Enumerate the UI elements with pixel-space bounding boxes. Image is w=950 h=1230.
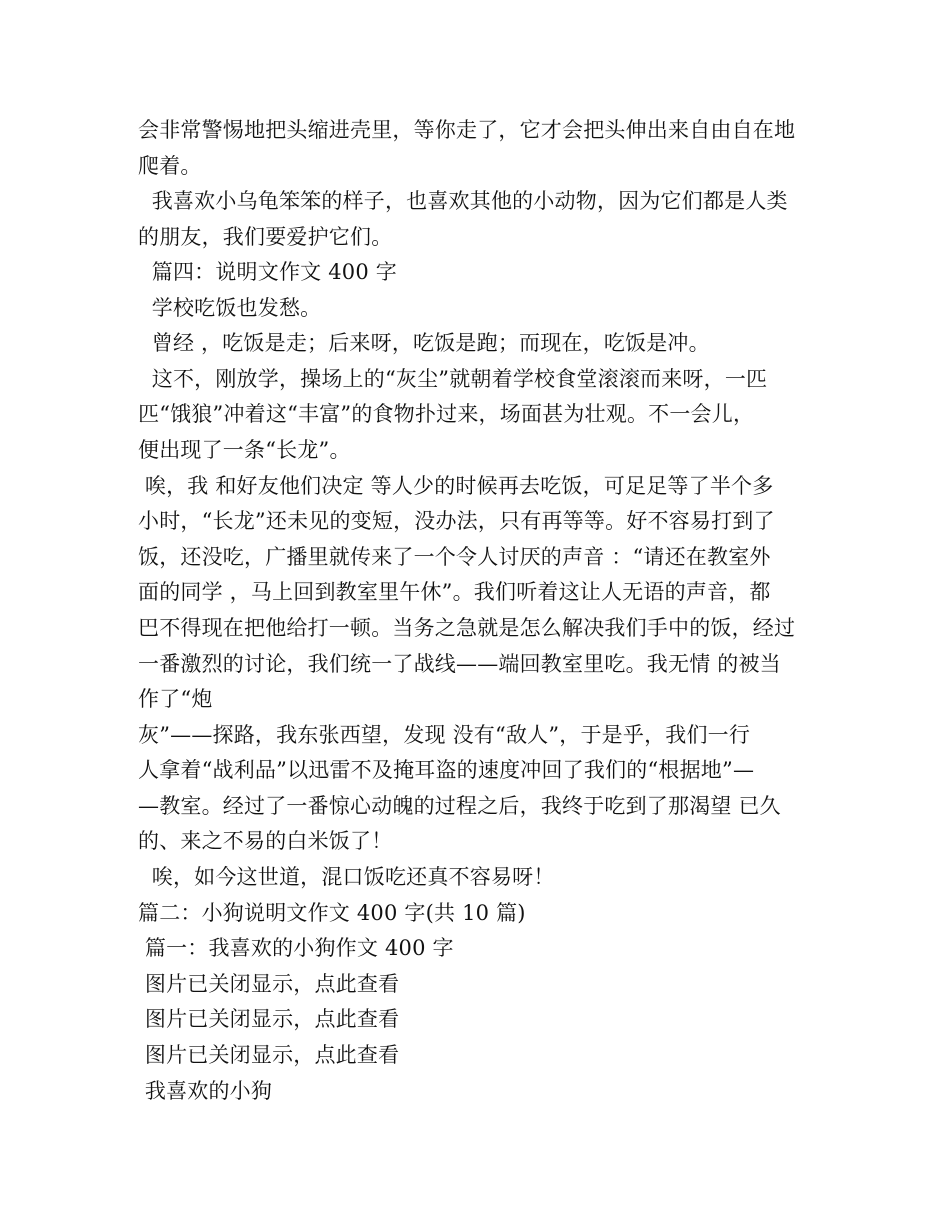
image-placeholder-link[interactable]: 图片已关闭显示，点此查看 <box>138 1007 400 1031</box>
text-line: 作了“炮 <box>138 687 213 711</box>
text-line: 唉，我 和好友他们决定 等人少的时候再去吃饭，可足足等了半个多 <box>138 474 774 498</box>
text-line: 饭，还没吃，广播里就传来了一个令人讨厌的声音 ：“请还在教室外 <box>138 545 771 569</box>
text-line: 曾经 ，吃饭是走；后来呀，吃饭是跑；而现在，吃饭是冲。 <box>138 331 710 355</box>
text-line: 匹“饿狼”冲着这“丰富”的食物扑过来，场面甚为壮观。不一会儿， <box>138 402 755 426</box>
text-line: 便出现了一条“长龙”。 <box>138 438 351 462</box>
section-heading: 篇一：我喜欢的小狗作文 400 字 <box>138 936 454 960</box>
text-line: 人拿着“战利品”以迅雷不及掩耳盗的速度冲回了我们的“根据地”— <box>138 758 755 782</box>
section-heading: 篇二：小狗说明文作文 400 字(共 10 篇) <box>138 901 526 925</box>
section-heading: 篇四：说明文作文 400 字 <box>138 260 397 284</box>
text-line: 面的同学 ，马上回到教室里午休”。我们听着这让人无语的声音，都 <box>138 580 771 604</box>
image-placeholder-link[interactable]: 图片已关闭显示，点此查看 <box>138 1043 400 1067</box>
text-line: 我喜欢的小狗 <box>138 1079 273 1103</box>
text-line: 我喜欢小乌龟笨笨的样子，也喜欢其他的小动物，因为它们都是人类 <box>138 189 788 213</box>
text-line: 这不，刚放学，操场上的“灰尘”就朝着学校食堂滚滚而来呀，一匹 <box>138 367 768 391</box>
text-line: 爬着。 <box>138 154 202 178</box>
text-line: 巴不得现在把他给打一顿。当务之急就是怎么解决我们手中的饭，经过 <box>138 616 796 640</box>
text-line: —教室。经过了一番惊心动魄的过程之后，我终于吃到了那渴望 已久 <box>138 794 781 818</box>
image-placeholder-link[interactable]: 图片已关闭显示，点此查看 <box>138 972 400 996</box>
text-line: 会非常警惕地把头缩进壳里，等你走了，它才会把头伸出来自由自在地 <box>138 118 796 142</box>
text-line: 学校吃饭也发愁。 <box>138 296 322 320</box>
text-line: 小时，“长龙”还未见的变短，没办法，只有再等等。好不容易打到了 <box>138 509 775 533</box>
text-line: 唉，如今这世道，混口饭吃还真不容易呀！ <box>138 865 555 889</box>
text-line: 一番激烈的讨论，我们统一了战线——端回教室里吃。我无情 的被当 <box>138 652 781 676</box>
text-line: 的朋友，我们要爱护它们。 <box>138 225 393 249</box>
text-line: 的、来之不易的白米饭了！ <box>138 829 393 853</box>
text-line: 灰”——探路，我东张西望，发现 没有“敌人”，于是乎，我们一行 <box>138 723 751 747</box>
